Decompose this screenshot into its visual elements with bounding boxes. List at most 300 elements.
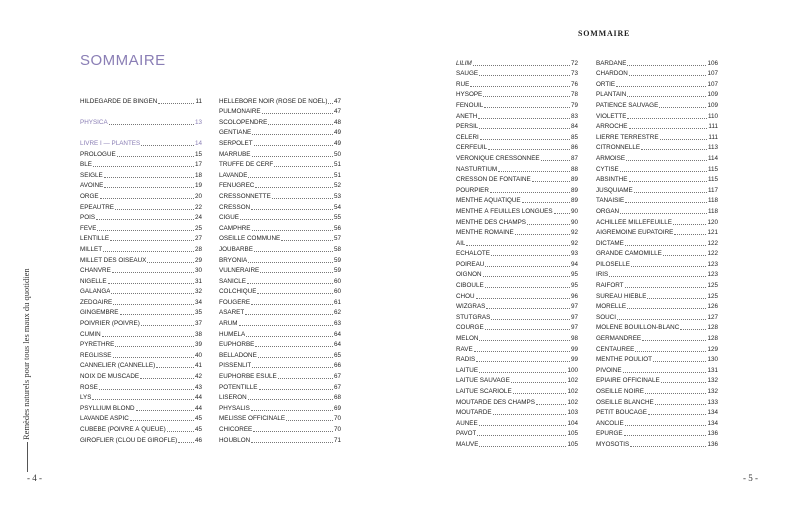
toc-entry — [80, 211, 202, 222]
toc-entry — [596, 141, 718, 152]
toc-entry-page: 90 — [570, 218, 578, 226]
dot-leader — [246, 336, 333, 337]
toc-entry-page: 85 — [570, 133, 578, 141]
toc-entry-label: LIERRE TERRESTRE — [596, 133, 659, 141]
toc-entry — [219, 147, 341, 158]
toc-entry-label: CHANVRE — [80, 267, 111, 275]
toc-entry-page: 56 — [333, 224, 341, 232]
toc-entry-label: PILOSELLE — [596, 260, 630, 268]
toc-entry-page: 67 — [333, 373, 341, 381]
toc-entry — [596, 183, 718, 194]
dot-leader — [247, 283, 333, 284]
toc-entry-page: 34 — [194, 298, 202, 306]
toc-entry-label: CHARDON — [596, 70, 628, 78]
toc-entry — [596, 257, 718, 268]
toc-entry-page: 44 — [194, 404, 202, 412]
toc-entry-label: SANICLE — [219, 277, 246, 285]
toc-entry — [456, 321, 578, 332]
toc-entry-label: CANNELIER (CANNELLE) — [80, 362, 156, 370]
dot-leader — [479, 446, 566, 447]
toc-entry-page: 125 — [707, 282, 718, 290]
toc-entry — [80, 136, 202, 147]
toc-entry-label: ROSE — [80, 383, 98, 391]
dot-leader — [100, 198, 194, 199]
toc-entry-label: POIVRIER (POIVRE) — [80, 320, 140, 328]
toc-entry-label: PIVOINE — [596, 366, 622, 374]
toc-entry-label: WIZGRAS — [456, 303, 486, 311]
toc-entry — [456, 173, 578, 184]
toc-entry-label: ÉPIAIRE OFFICINALE — [596, 377, 660, 385]
dot-leader — [627, 308, 706, 309]
toc-entry-page: 47 — [333, 97, 341, 105]
toc-entry-label: AUNÉE — [456, 419, 478, 427]
toc-entry-label: ARMOISE — [596, 154, 626, 162]
toc-entry-page: 136 — [707, 430, 718, 438]
toc-entry-page: 38 — [194, 330, 202, 338]
toc-entry-label: BLÉ — [80, 161, 92, 169]
toc-entry — [80, 401, 202, 412]
toc-entry-label: MARRUBE — [219, 150, 251, 158]
toc-entry-label: MORELLE — [596, 303, 627, 311]
toc-entry-page: 66 — [333, 362, 341, 370]
toc-entry-page: 89 — [570, 176, 578, 184]
side-rule — [27, 442, 28, 472]
toc-entry-page: 92 — [570, 239, 578, 247]
toc-entry-page: 113 — [707, 144, 718, 152]
toc-entry — [596, 120, 718, 131]
toc-entry-label: AIL — [456, 239, 466, 247]
toc-entry — [456, 416, 578, 427]
dot-leader — [635, 351, 706, 352]
dot-leader — [466, 245, 570, 246]
toc-entry-label: PULMONAIRE — [219, 108, 261, 116]
dot-leader — [629, 128, 708, 129]
toc-entry — [456, 77, 578, 88]
toc-entry-page: 92 — [570, 229, 578, 237]
dot-leader — [479, 340, 570, 341]
dot-leader — [109, 124, 194, 125]
toc-entry — [219, 126, 341, 137]
toc-entry-label: PATIENCE SAUVAGE — [596, 101, 659, 109]
toc-entry-page: 95 — [570, 271, 578, 279]
toc-entry-label: RÉGLISSE — [80, 351, 112, 359]
toc-entry-label: PAVOT — [456, 430, 477, 438]
toc-entry — [219, 264, 341, 275]
toc-entry — [456, 130, 578, 141]
dot-leader — [625, 245, 707, 246]
toc-entry-label: OSEILLE BLANCHE — [596, 398, 654, 406]
toc-column-3 — [456, 56, 578, 448]
dot-leader — [248, 262, 333, 263]
dot-leader — [278, 378, 333, 379]
dot-leader — [251, 209, 333, 210]
toc-entry — [456, 363, 578, 374]
toc-entry — [219, 105, 341, 116]
toc-entry-label: OSEILLE NOIRE — [596, 388, 644, 395]
toc-entry-label: PSYLLIUM BLOND — [80, 404, 135, 412]
dot-leader — [252, 134, 333, 135]
toc-entry-label: CUMIN — [80, 330, 101, 338]
toc-entry — [219, 179, 341, 190]
toc-entry-page: 97 — [570, 313, 578, 321]
toc-entry-page: 29 — [194, 256, 202, 264]
toc-entry-page: 93 — [570, 250, 578, 258]
dot-leader — [630, 446, 706, 447]
toc-entry-page: 25 — [194, 224, 202, 232]
toc-entry — [596, 363, 718, 374]
dot-leader — [663, 255, 707, 256]
toc-entry-label: IRIS — [596, 271, 609, 279]
toc-entry — [456, 183, 578, 194]
toc-entry — [219, 136, 341, 147]
toc-entry — [456, 204, 578, 215]
toc-entry — [219, 200, 341, 211]
dot-leader — [629, 75, 707, 76]
dot-leader — [624, 435, 707, 436]
toc-entry-label: STUTGRAS — [456, 313, 491, 321]
toc-entry-label: PHYSALIS — [219, 404, 250, 412]
toc-entry — [80, 285, 202, 296]
dot-leader — [103, 251, 194, 252]
dot-leader — [480, 139, 570, 140]
dot-leader — [476, 361, 570, 362]
toc-entry-page: 128 — [707, 335, 718, 343]
dot-leader — [259, 389, 333, 390]
toc-entry-label: LYS — [80, 394, 92, 402]
toc-entry-label: CRESSON DE FONTAINE — [456, 176, 531, 184]
toc-entry-label: LAITUE — [456, 366, 479, 374]
toc-entry-label: CRESSON — [219, 203, 251, 211]
toc-entry-label: GRANDE CAMOMILLE — [596, 250, 662, 258]
toc-entry — [596, 395, 718, 406]
toc-entry-label: CHOU — [456, 292, 475, 300]
toc-entry-label: CIGUË — [219, 214, 239, 222]
toc-entry-label: ACHILLÉE MILLEFEUILLE — [596, 218, 672, 226]
toc-entry — [456, 268, 578, 279]
dot-leader — [97, 230, 194, 231]
toc-entry-page: 52 — [333, 182, 341, 190]
toc-entry-page: 89 — [570, 197, 578, 205]
toc-entry-page: 122 — [707, 239, 718, 247]
toc-entry-label: NASTURTIUM — [456, 165, 498, 173]
toc-entry-page: 50 — [333, 150, 341, 158]
toc-entry-page: 123 — [707, 271, 718, 279]
toc-entry — [596, 130, 718, 141]
toc-entry-page: 130 — [707, 356, 718, 364]
dot-leader — [178, 442, 194, 443]
toc-entry — [596, 353, 718, 364]
dot-leader — [272, 198, 333, 199]
dot-leader — [328, 103, 333, 104]
toc-entry-page: 51 — [333, 161, 341, 169]
toc-entry-label: PERSIL — [456, 123, 479, 131]
toc-entry — [596, 289, 718, 300]
toc-entry-label: POURPIER — [456, 186, 489, 194]
toc-entry-label: MOLÈNE BOUILLON-BLANC — [596, 324, 680, 332]
dot-leader — [626, 160, 707, 161]
dot-leader — [167, 431, 194, 432]
toc-entry-label: AIGREMOINE EUPATOIRE — [596, 229, 674, 237]
dot-leader — [609, 276, 706, 277]
toc-entry — [219, 327, 341, 338]
toc-entry-page: 105 — [567, 430, 578, 438]
toc-entry — [219, 422, 341, 433]
toc-entry — [456, 257, 578, 268]
toc-entry — [219, 369, 341, 380]
toc-entry — [219, 338, 341, 349]
toc-entry-label: VIOLETTE — [596, 112, 627, 120]
toc-entry — [456, 88, 578, 99]
toc-entry-label: MENTHE À FEUILLES LONGUES — [456, 207, 553, 215]
toc-entry-label: GERMANDRÉE — [596, 335, 642, 343]
toc-entry-label: HOUBLON — [219, 436, 251, 444]
toc-entry-label: HELLÉBORE NOIR (ROSE DE NOËL) — [219, 97, 328, 105]
toc-entry-page: 132 — [707, 388, 718, 395]
toc-entry-label: DICTAME — [596, 239, 624, 247]
toc-entry-page: 15 — [194, 150, 202, 158]
toc-entry — [596, 98, 718, 109]
toc-entry — [596, 77, 718, 88]
dot-leader — [110, 240, 194, 241]
toc-entry-page: 20 — [194, 192, 202, 200]
toc-entry-label: CERFEUIL — [456, 144, 488, 152]
toc-entry-page: 87 — [570, 154, 578, 162]
toc-entry — [80, 264, 202, 275]
toc-entry-page: 76 — [570, 80, 578, 88]
toc-entry-label: LIVRE I — PLANTES — [80, 139, 141, 147]
dot-leader — [260, 272, 333, 273]
toc-entry-label: CITRONNELLE — [596, 144, 641, 152]
dot-leader — [627, 118, 707, 119]
toc-entry-page: 99 — [570, 356, 578, 364]
toc-entry-page: 117 — [707, 186, 718, 194]
dot-leader — [673, 224, 707, 225]
toc-entry-label: PYRÈTHRE — [80, 341, 115, 349]
toc-entry — [596, 406, 718, 417]
dot-leader — [477, 435, 566, 436]
toc-entry-page: 40 — [194, 351, 202, 359]
toc-entry — [219, 401, 341, 412]
dot-leader — [642, 340, 706, 341]
dot-leader — [96, 219, 194, 220]
toc-entry-label: MELON — [456, 335, 479, 343]
running-header: SOMMAIRE — [578, 29, 631, 38]
dot-leader — [648, 414, 707, 415]
toc-entry — [456, 384, 578, 395]
toc-entry-label: GIROFLIER (CLOU DE GIROFLE) — [80, 436, 178, 444]
dot-leader — [251, 410, 333, 411]
toc-entry — [80, 306, 202, 317]
toc-entry-page: 79 — [570, 101, 578, 109]
toc-entry-label: ANCOLIE — [596, 419, 624, 427]
dot-leader — [239, 325, 333, 326]
toc-entry-label: PISSENLIT — [219, 362, 252, 370]
dot-leader — [254, 145, 333, 146]
toc-column-4 — [596, 56, 718, 448]
toc-entry-page: 43 — [194, 383, 202, 391]
toc-entry-page: 19 — [194, 182, 202, 190]
toc-entry-label: SUREAU HIÈBLE — [596, 292, 647, 300]
toc-entry — [80, 94, 202, 105]
toc-entry-page: 88 — [570, 165, 578, 173]
toc-entry — [596, 151, 718, 162]
page-title: SOMMAIRE — [80, 52, 166, 69]
toc-entry-label: JOUBARBE — [219, 245, 253, 253]
toc-entry — [219, 242, 341, 253]
toc-entry — [80, 168, 202, 179]
toc-entry — [596, 67, 718, 78]
dot-leader — [522, 202, 570, 203]
toc-entry-label: RAVE — [456, 345, 473, 353]
toc-entry-page: 102 — [567, 388, 578, 395]
toc-entry-label: MILLET DES OISEAUX — [80, 256, 147, 264]
toc-entry — [456, 353, 578, 364]
toc-entry-label: PROLOGUE — [80, 150, 116, 158]
toc-entry — [219, 295, 341, 306]
toc-entry — [80, 274, 202, 285]
toc-entry-page: 133 — [707, 398, 718, 406]
dot-leader — [141, 325, 194, 326]
toc-entry-page: 27 — [194, 235, 202, 243]
toc-entry-page: 51 — [333, 171, 341, 179]
toc-entry — [80, 200, 202, 211]
toc-entry — [596, 416, 718, 427]
toc-entry-label: ZÉDOAIRE — [80, 298, 113, 306]
toc-entry-label: MENTHE POULIOT — [596, 356, 652, 364]
dot-leader — [473, 65, 570, 66]
toc-entry-page: 83 — [570, 112, 578, 120]
toc-entry — [219, 412, 341, 423]
toc-entry-label: SEIGLE — [80, 171, 103, 179]
toc-entry — [596, 331, 718, 342]
toc-entry-page: 111 — [708, 123, 718, 131]
toc-column-1 — [80, 94, 202, 444]
toc-entry-page: 14 — [194, 139, 202, 147]
dot-leader — [245, 314, 333, 315]
toc-entry-page: 107 — [707, 80, 718, 88]
toc-entry-page: 62 — [333, 309, 341, 317]
toc-entry-label: MOUTARDE — [456, 409, 492, 417]
dot-leader — [147, 262, 194, 263]
toc-entry — [596, 88, 718, 99]
toc-entry — [596, 56, 718, 67]
dot-leader — [262, 113, 333, 114]
toc-entry — [596, 374, 718, 385]
dot-leader — [251, 442, 333, 443]
toc-entry-label: SAUGE — [456, 70, 479, 78]
dot-leader — [483, 276, 570, 277]
toc-entry-page: 84 — [570, 123, 578, 131]
toc-entry — [596, 427, 718, 438]
toc-entry — [596, 268, 718, 279]
toc-entry — [456, 67, 578, 78]
toc-entry-label: BARDANE — [596, 59, 627, 67]
toc-entry — [456, 406, 578, 417]
toc-entry — [80, 348, 202, 359]
toc-entry — [596, 204, 718, 215]
toc-entry-label: MENTHE AQUATIQUE — [456, 197, 521, 205]
dot-leader — [647, 298, 706, 299]
toc-entry — [219, 221, 341, 232]
toc-entry-page: 106 — [707, 59, 718, 67]
dot-leader — [617, 319, 707, 320]
toc-entry-label: MENTHE DES CHAMPS — [456, 218, 526, 226]
dot-leader — [479, 128, 570, 129]
toc-entry-page: 41 — [194, 362, 202, 370]
toc-entry-page: 42 — [194, 373, 202, 381]
toc-entry-label: COLCHIQUE — [219, 288, 257, 296]
toc-entry — [80, 242, 202, 253]
toc-entry — [80, 189, 202, 200]
dot-leader — [274, 166, 333, 167]
page-number-right: - 5 - — [743, 473, 758, 483]
toc-entry — [219, 348, 341, 359]
toc-entry-page: 134 — [707, 409, 718, 417]
dot-leader — [252, 367, 333, 368]
toc-entry-label: JUSQUIAME — [596, 186, 633, 194]
toc-entry-label: MÉLISSE OFFICINALE — [219, 415, 286, 423]
toc-entry — [219, 380, 341, 391]
dot-leader — [120, 314, 194, 315]
toc-entry-page: 65 — [333, 351, 341, 359]
toc-entry-label: OSEILLE COMMUNE — [219, 235, 281, 243]
toc-entry-page: 46 — [194, 436, 202, 444]
toc-entry — [456, 162, 578, 173]
toc-entry-label: ORGE — [80, 192, 99, 200]
dot-leader — [627, 96, 706, 97]
dot-leader — [493, 414, 567, 415]
toc-entry-page: 105 — [567, 440, 578, 448]
toc-entry-label: RUE — [456, 80, 470, 88]
dot-leader — [659, 107, 706, 108]
dot-leader — [115, 346, 194, 347]
toc-entry-page: 67 — [333, 383, 341, 391]
toc-entry-page: 73 — [570, 70, 578, 78]
toc-entry-label: ASARET — [219, 309, 245, 317]
toc-entry-label: CYTISE — [596, 165, 619, 173]
toc-entry-page: 115 — [707, 165, 718, 173]
dot-leader — [490, 192, 570, 193]
dot-leader — [136, 410, 194, 411]
toc-entry — [80, 359, 202, 370]
toc-entry-label: SOUCI — [596, 313, 616, 321]
toc-entry — [219, 168, 341, 179]
toc-entry — [219, 232, 341, 243]
toc-entry-label: ÉPEAUTRE — [80, 203, 114, 211]
dot-leader — [513, 393, 567, 394]
toc-entry — [456, 278, 578, 289]
dot-leader — [536, 404, 567, 405]
toc-entry-label: HYSOPE — [456, 91, 483, 99]
toc-entry-label: HILDEGARDE DE BINGEN — [80, 97, 158, 105]
dot-leader — [93, 166, 194, 167]
toc-entry — [219, 285, 341, 296]
dot-leader — [92, 399, 194, 400]
toc-entry-page: 97 — [570, 324, 578, 332]
dot-leader — [645, 393, 707, 394]
toc-entry — [80, 369, 202, 380]
toc-entry — [596, 384, 718, 395]
toc-entry-label: LAITUE SCARIOLE — [456, 388, 512, 395]
toc-entry — [80, 158, 202, 169]
toc-entry — [219, 115, 341, 126]
toc-entry — [456, 151, 578, 162]
toc-entry-label: ARUM — [219, 320, 238, 328]
toc-entry — [219, 158, 341, 169]
toc-entry-label: COURGE — [456, 324, 484, 332]
dot-leader — [631, 266, 707, 267]
toc-entry — [456, 215, 578, 226]
